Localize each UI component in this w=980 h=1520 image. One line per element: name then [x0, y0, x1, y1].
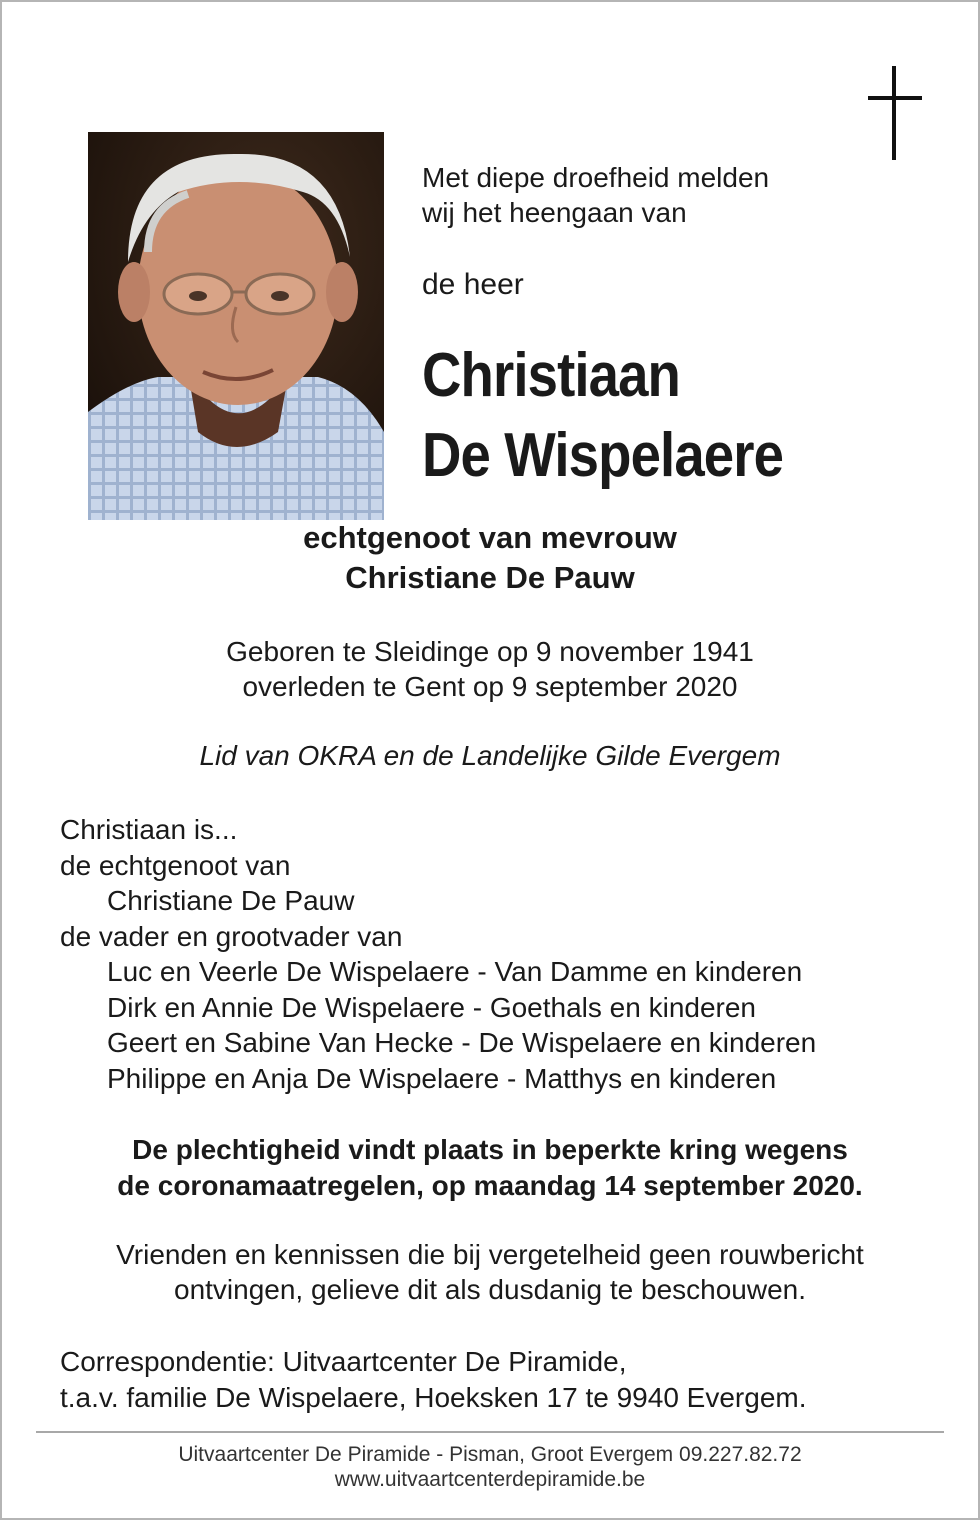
friends-line: Vrienden en kennissen die bij vergetelheid geen rouwbericht — [116, 1239, 864, 1270]
family-line: Christiaan is... — [60, 814, 238, 845]
first-name: Christiaan — [422, 341, 681, 410]
correspondence-line: t.a.v. familie De Wispelaere, Hoeksken 17 te 9940 Evergem. — [60, 1382, 807, 1413]
spouse-line: echtgenoot van mevrouw — [303, 520, 677, 555]
spouse-info — [2, 518, 978, 598]
family-line: de echtgenoot van — [60, 849, 291, 881]
family-line: Christiane De Pauw — [107, 885, 355, 916]
family-line: Dirk en Annie De Wispelaere - Goethals en kinderen — [107, 991, 757, 1023]
family-line: Luc en Veerle De Wispelaere - Van Damme en kinderen — [107, 956, 803, 987]
intro-line: wij het heengaan van — [422, 197, 687, 228]
membership-line: Lid van OKRA en de Landelijke Gilde Evergem — [199, 740, 781, 771]
footer — [2, 1442, 978, 1492]
death-line: overleden te Gent op 9 september 2020 — [242, 671, 738, 702]
portrait-photo — [88, 132, 384, 520]
latin-cross-icon — [868, 66, 922, 160]
intro-line: Met diepe droefheid melden — [422, 162, 770, 193]
friends-notice — [2, 1237, 978, 1307]
friends-line: ontvingen, gelieve dit als dusdanig te beschouwen. — [174, 1274, 806, 1305]
intro-text — [422, 160, 769, 230]
correspondence-address — [60, 1344, 807, 1416]
ceremony-notice — [2, 1132, 978, 1204]
spouse-line: Christiane De Pauw — [345, 560, 635, 595]
footer-divider — [36, 1431, 944, 1433]
funeral-home-website: www.uitvaartcenterdepiramide.be — [334, 1468, 646, 1491]
funeral-home-contact: Uitvaartcenter De Piramide - Pisman, Groot Evergem 09.227.82.72 — [178, 1443, 802, 1466]
ceremony-line: De plechtigheid vindt plaats in beperkte kring wegens — [132, 1134, 848, 1165]
last-name: De Wispelaere — [422, 421, 784, 490]
family-line: Geert en Sabine Van Hecke - De Wispelaere en kinderen — [107, 1027, 817, 1058]
deceased-name — [422, 336, 783, 496]
family-line: Philippe en Anja De Wispelaere - Matthys en kinderen — [107, 1062, 777, 1094]
ceremony-line: de coronamaatregelen, op maandag 14 september 2020. — [117, 1170, 863, 1201]
correspondence-line: Correspondentie: Uitvaartcenter De Piramide, — [60, 1346, 627, 1377]
family-line: de vader en grootvader van — [60, 920, 403, 952]
family-list — [60, 812, 816, 1096]
birth-line: Geboren te Sleidinge op 9 november 1941 — [226, 636, 754, 667]
birth-death-dates — [2, 634, 978, 704]
honorific: de heer — [422, 268, 524, 301]
